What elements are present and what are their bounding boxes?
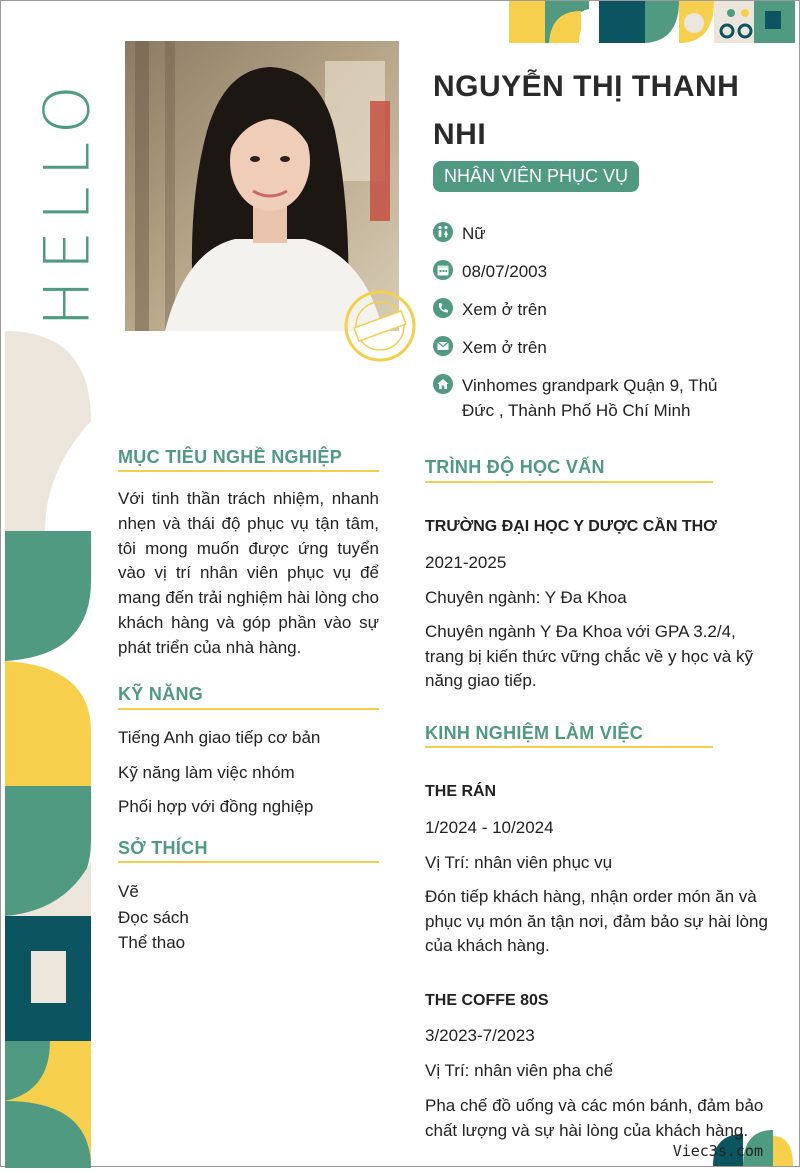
contact-text: Xem ở trên [462,338,547,357]
job-description: Đón tiếp khách hàng, nhận order món ăn và phục vụ món ăn tận nơi, đảm bảo sự hài lòng của khách hàng. [425,887,768,955]
job-company: THE RÁN [425,783,497,800]
section-divider [118,861,379,863]
list-item: Thể thao [118,933,186,952]
contact-address [433,373,753,423]
job-position: Vị Trí: nhân viên phục vụ [425,853,613,872]
berlin-stamp [343,289,417,363]
list-item: Vẽ [118,882,139,901]
section-title-education: TRÌNH ĐỘ HỌC VẤN [425,457,605,477]
school-name: TRƯỜNG ĐẠI HỌC Y DƯỢC CẦN THƠ [425,518,717,535]
section-divider [425,746,713,748]
job-description: Pha chế đồ uống và các món bánh, đảm bảo chất lượng và sự hài lòng của khách hàng. [425,1096,764,1140]
contact-phone [433,297,753,322]
section-divider [425,481,713,483]
left-decoration [5,1,104,1168]
contact-email [433,335,753,360]
hobbies-list [118,879,189,956]
section-title-skills: KỸ NĂNG [118,684,204,704]
skills-list [118,726,320,819]
contact-text: Vinhomes grandpark Quận 9, Thủ Đức , Thành Phố Hồ Chí Minh [462,376,718,420]
candidate-name: NGUYỄN THỊ THANH NHI [433,70,740,151]
contact-gender [433,221,753,246]
contact-text: 08/07/2003 [462,262,548,281]
phone-icon [433,298,453,318]
job-period: 1/2024 - 10/2024 [425,818,554,837]
calendar-icon [433,260,453,280]
section-divider [118,708,379,710]
section-title-experience: KINH NGHIỆM LÀM VIỆC [425,723,644,743]
education-major: Chuyên ngành: Y Đa Khoa [425,588,627,607]
list-item: Tiếng Anh giao tiếp cơ bản [118,728,321,747]
objective-text: Với tinh thần trách nhiệm, nhanh nhẹn và thái độ phục vụ tận tâm, tôi mong muốn được ứng tuyển vào vị trí nhân viên phục vụ để mang đến trải nghiệm hài lòng cho khách hàng và góp phần vào sự phát triển của nhà hàng. [118,489,379,657]
education-period: 2021-2025 [425,553,507,572]
education-description: Chuyên ngành Y Đa Khoa với GPA 3.2/4, trang bị kiến thức vững chắc về y học và kỹ năng giao tiếp. [425,622,753,690]
list-item: Đọc sách [118,907,189,927]
job-period: 3/2023-7/2023 [425,1026,535,1045]
top-right-decoration [509,1,795,43]
gender-icon [433,222,453,242]
job-position: Vị Trí: nhân viên pha chế [425,1061,614,1080]
home-icon [433,374,453,394]
list-item: Kỹ năng làm việc nhóm [118,762,295,782]
section-divider [118,470,379,472]
contact-text: Nữ [462,224,486,243]
job-company: THE COFFE 80S [425,992,549,1009]
contact-text: Xem ở trên [462,300,547,319]
section-title-objective: MỤC TIÊU NGHỀ NGHIỆP [118,447,343,467]
list-item: Phối hợp với đồng nghiệp [118,797,314,816]
job-title-badge: NHÂN VIÊN PHỤC VỤ [433,161,639,192]
contact-birthday [433,259,753,284]
hello-vertical-text: HELLO [30,75,104,327]
profile-photo [125,41,399,331]
mail-icon [433,336,453,356]
watermark: Viec3s.com [672,1142,763,1160]
contact-info [433,221,753,436]
section-title-hobbies: SỞ THÍCH [118,838,208,858]
